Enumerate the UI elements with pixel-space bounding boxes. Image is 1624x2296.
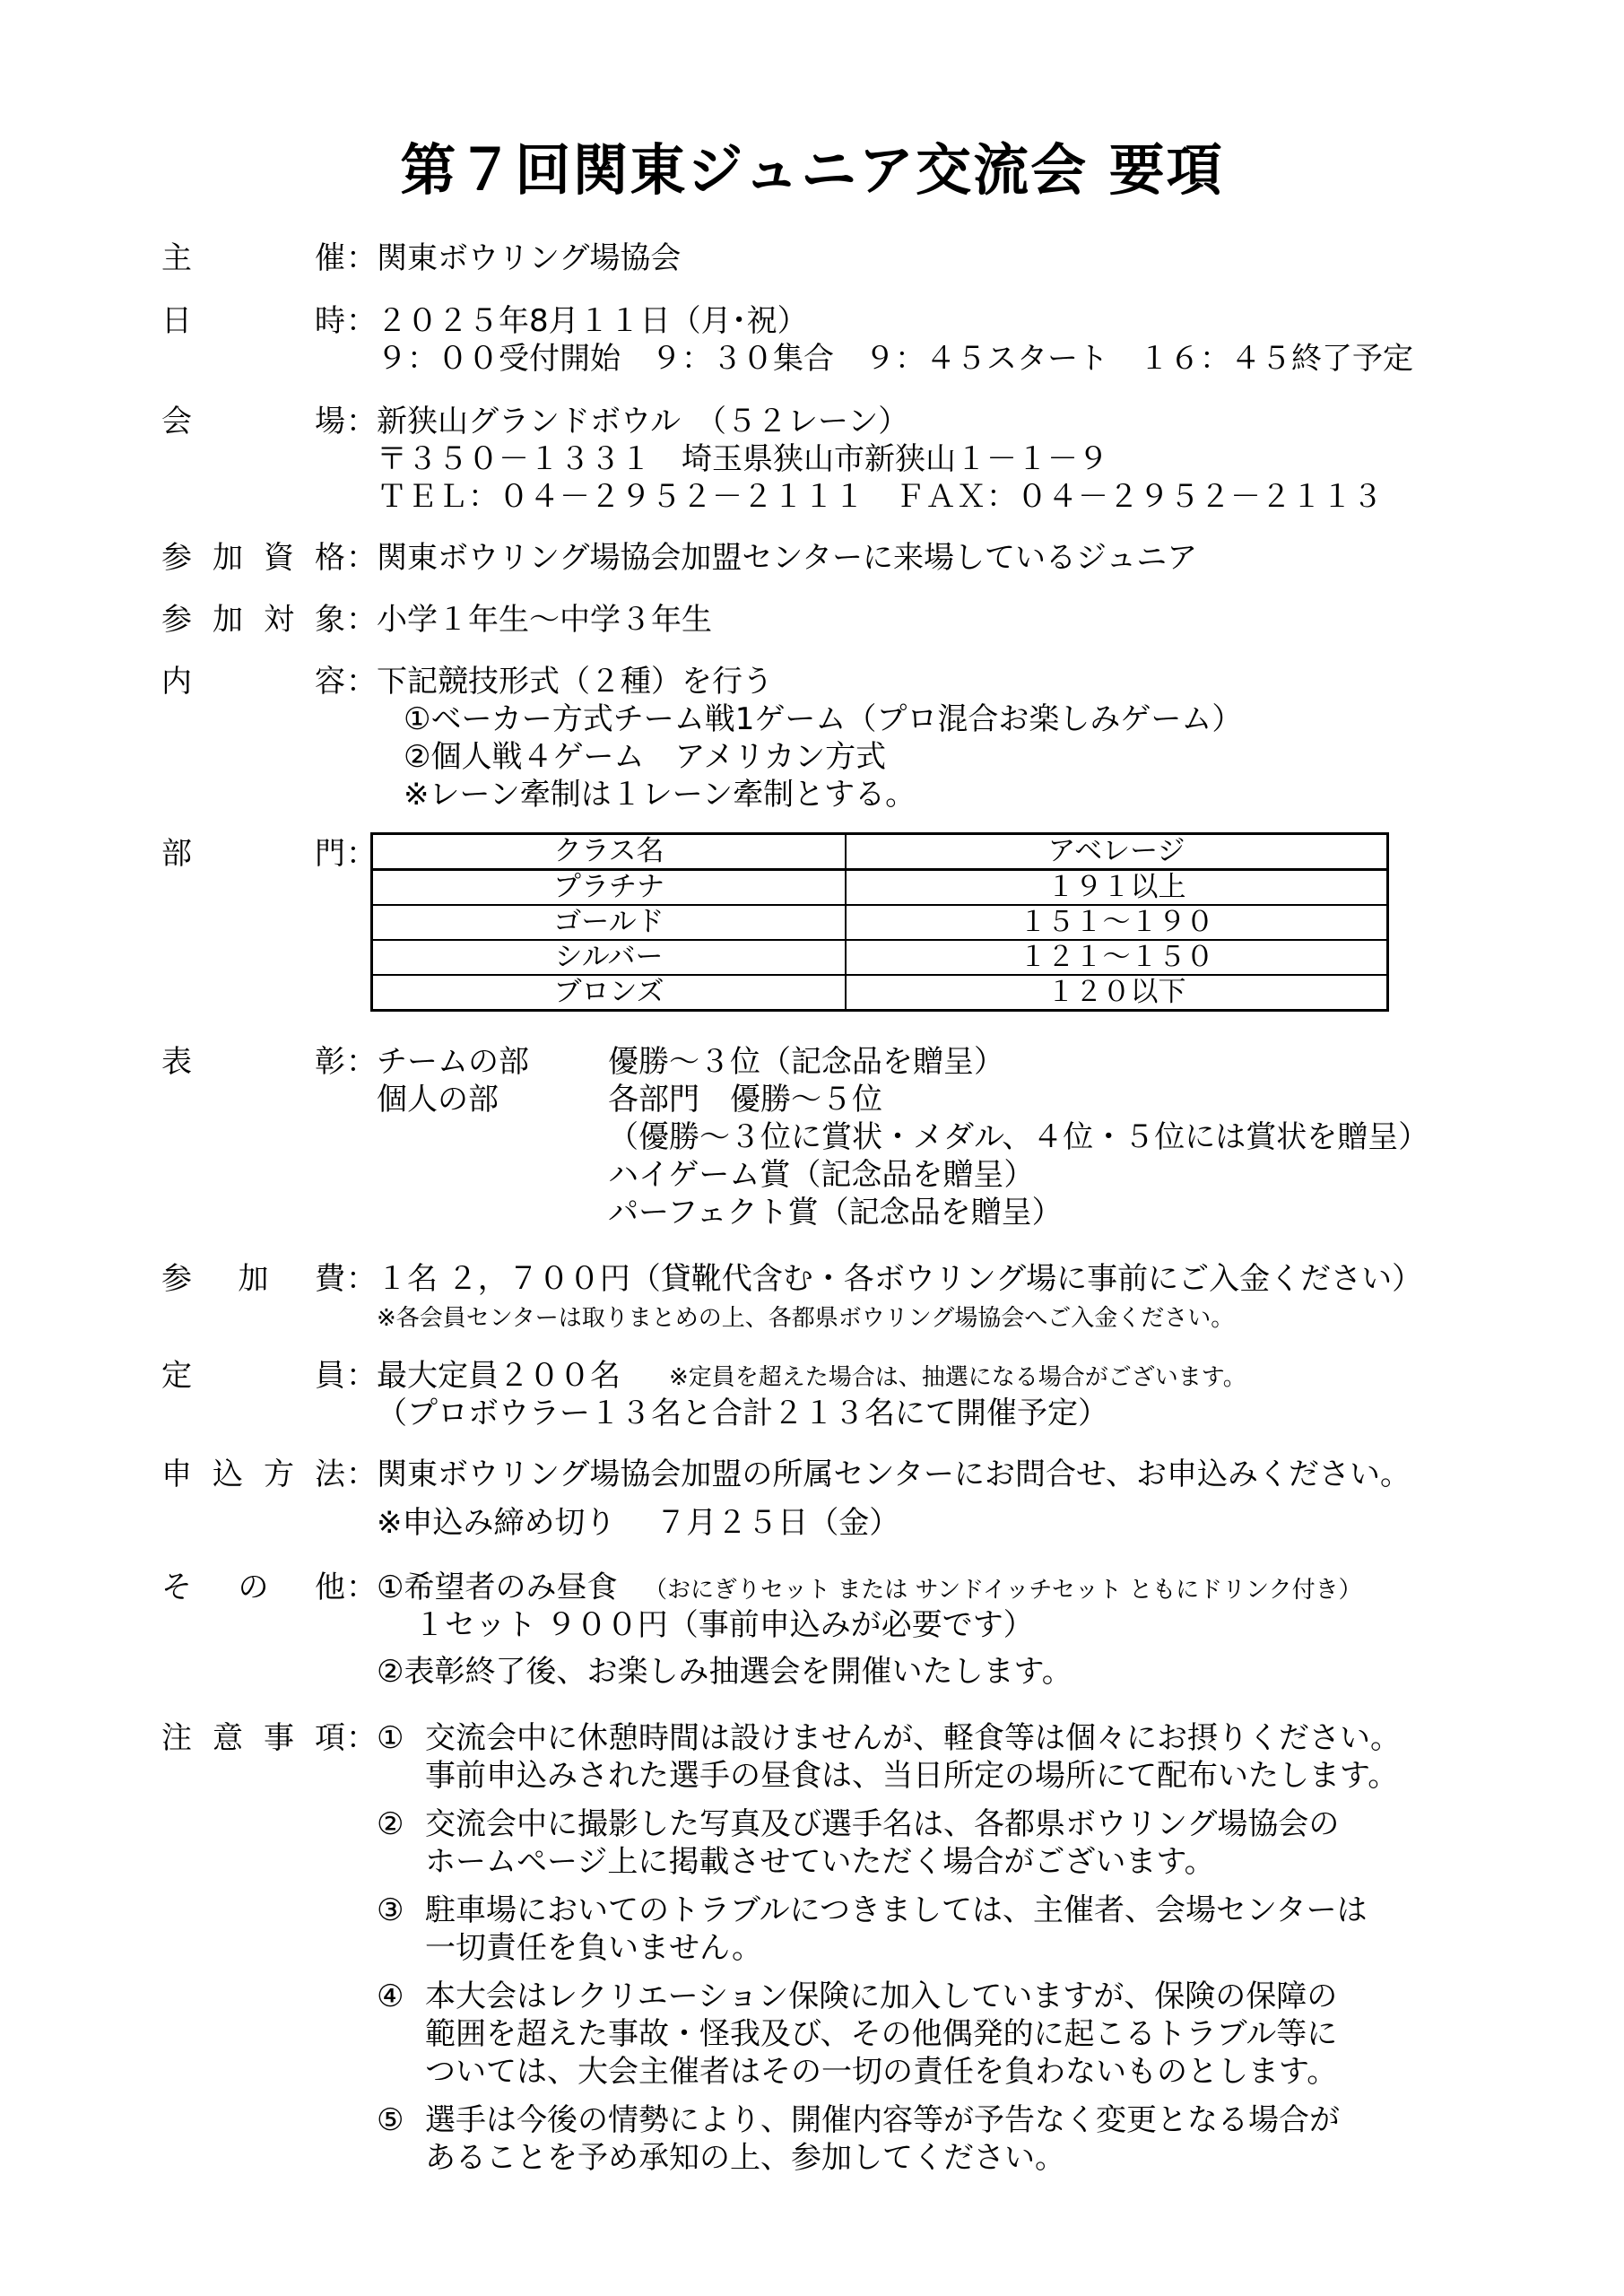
note-line: 駐車場においてのトラブルにつきましては、主催者、会場センターは bbox=[425, 1892, 1368, 1928]
note-line: 選手は今後の情勢により、開催内容等が予告なく変更となる場合が bbox=[425, 2102, 1340, 2138]
venue-label: 会 場 bbox=[161, 404, 345, 439]
note-line: 交流会中に休憩時間は設けませんが、軽食等は個々にお摂りください。 bbox=[425, 1720, 1401, 1756]
colon: ： bbox=[346, 1261, 377, 1297]
datetime-label: 日 時 bbox=[161, 303, 345, 339]
awards-individual-line: ハイゲーム賞（記念品を贈呈） bbox=[608, 1157, 1035, 1193]
awards-individual-line: パーフェクト賞（記念品を贈呈） bbox=[608, 1195, 1063, 1231]
table-cell: ブロンズ bbox=[372, 975, 847, 1011]
document-title: 第７回関東ジュニア交流会 要項 bbox=[400, 137, 1224, 203]
table-cell: １５１～１９０ bbox=[846, 905, 1388, 940]
note-line: 事前申込みされた選手の昼食は、当日所定の場所にて配布いたします。 bbox=[425, 1758, 1399, 1794]
fee-value: １名 ２，７００円（貸靴代含む・各ボウリング場に事前にご入金ください） bbox=[377, 1261, 1423, 1297]
colon: ： bbox=[346, 303, 377, 339]
fee-label: 参 加 費 bbox=[161, 1261, 345, 1297]
other-label: そ の 他 bbox=[161, 1570, 345, 1605]
awards-individual-line: 各部門 優勝～５位 bbox=[608, 1082, 882, 1118]
table-cell: １９１以上 bbox=[846, 870, 1388, 906]
awards-team-label: チームの部 bbox=[377, 1044, 529, 1080]
notes-label: 注 意 事 項 bbox=[161, 1720, 345, 1756]
awards-team-value: 優勝～３位（記念品を贈呈） bbox=[608, 1044, 1004, 1080]
eligibility-label: 参 加 資 格 bbox=[161, 540, 345, 576]
other-lunch-price: １セット ９００円（事前申込みが必要です） bbox=[414, 1607, 1034, 1643]
note-line: ホームページ上に掲載させていただく場合がございます。 bbox=[425, 1844, 1215, 1880]
target-label: 参 加 対 象 bbox=[161, 602, 345, 638]
application-value: 関東ボウリング場協会加盟の所属センターにお問合せ、お申込みください。 bbox=[377, 1457, 1411, 1492]
eligibility-value: 関東ボウリング場協会加盟センターに来場しているジュニア bbox=[377, 540, 1198, 576]
capacity-pro-note: （プロボウラー１３名と合計２１３名にて開催予定） bbox=[377, 1396, 1108, 1431]
colon: ： bbox=[346, 836, 377, 872]
content-line: 下記競技形式（２種）を行う bbox=[377, 664, 773, 700]
organizer-value: 関東ボウリング場協会 bbox=[377, 240, 682, 276]
table-cell: シルバー bbox=[372, 940, 847, 975]
venue-address: 〒３５０－１３３１ 埼玉県狭山市新狭山１－１－９ bbox=[377, 441, 1108, 477]
colon: ： bbox=[346, 1570, 377, 1605]
target-value: 小学１年生～中学３年生 bbox=[377, 602, 712, 638]
organizer-label: 主 催 bbox=[161, 240, 345, 276]
colon: ： bbox=[346, 240, 377, 276]
note-number: ④ bbox=[377, 1979, 404, 2014]
capacity-value: 最大定員２００名 bbox=[377, 1358, 621, 1394]
colon: ： bbox=[346, 540, 377, 576]
table-cell: プラチナ bbox=[372, 870, 847, 906]
capacity-note: ※定員を超えた場合は、抽選になる場合がございます。 bbox=[669, 1364, 1246, 1391]
colon: ： bbox=[346, 1358, 377, 1394]
other-lottery: ②表彰終了後、お楽しみ抽選会を開催いたします。 bbox=[377, 1654, 1073, 1690]
datetime-schedule: ９：００受付開始 ９：３０集合 ９：４５スタート １６：４５終了予定 bbox=[377, 341, 1413, 377]
other-lunch: ①希望者のみ昼食 bbox=[377, 1570, 618, 1605]
table-cell: １２０以下 bbox=[846, 975, 1388, 1011]
datetime-date: ２０２５年8月１１日（月･祝） bbox=[377, 303, 808, 339]
note-line: 本大会はレクリエーション保険に加入していますが、保険の保障の bbox=[425, 1979, 1338, 2014]
application-label: 申 込 方 法 bbox=[161, 1457, 345, 1492]
table-header-cell: アベレージ bbox=[846, 834, 1388, 870]
content-line: ※レーン牽制は１レーン牽制とする。 bbox=[404, 777, 916, 813]
divisions-label: 部 門 bbox=[161, 836, 345, 872]
content-line: ①ベーカー方式チーム戦1ゲーム（プロ混合お楽しみゲーム） bbox=[404, 701, 1243, 737]
venue-name: 新狭山グランドボウル （５２レーン） bbox=[377, 404, 909, 439]
note-line: ついては、大会主催者はその一切の責任を負わないものとします。 bbox=[425, 2054, 1338, 2090]
venue-contact: ＴＥＬ：０４－２９５２－２１１１ ＦＡＸ：０４－２９５２－２１１３ bbox=[377, 479, 1383, 515]
content-label: 内 容 bbox=[161, 664, 345, 700]
table-row bbox=[372, 905, 1388, 940]
table-row bbox=[372, 975, 1388, 1011]
application-deadline: ※申込み締め切り ７月２５日（金） bbox=[377, 1505, 900, 1541]
table-header-row bbox=[372, 834, 1388, 870]
note-line: 交流会中に撮影した写真及び選手名は、各都県ボウリング場協会の bbox=[425, 1806, 1340, 1842]
table-cell: ゴールド bbox=[372, 905, 847, 940]
note-number: ⑤ bbox=[377, 2102, 404, 2138]
awards-individual-label: 個人の部 bbox=[377, 1082, 499, 1118]
colon: ： bbox=[346, 404, 377, 439]
capacity-label: 定 員 bbox=[161, 1358, 345, 1394]
awards-label: 表 彰 bbox=[161, 1044, 345, 1080]
colon: ： bbox=[346, 1044, 377, 1080]
content-line: ②個人戦４ゲーム アメリカン方式 bbox=[404, 739, 887, 775]
table-header-cell: クラス名 bbox=[372, 834, 847, 870]
table-row bbox=[372, 870, 1388, 906]
note-line: あることを予め承知の上、参加してください。 bbox=[425, 2140, 1065, 2176]
colon: ： bbox=[346, 1457, 377, 1492]
note-line: 範囲を超えた事故・怪我及び、その他偶発的に起こるトラブル等に bbox=[425, 2016, 1338, 2052]
other-lunch-note: （おにぎりセット または サンドイッチセット ともにドリンク付き） bbox=[644, 1577, 1362, 1604]
note-line: 一切責任を負いません。 bbox=[425, 1930, 763, 1966]
note-number: ① bbox=[377, 1720, 404, 1756]
colon: ： bbox=[346, 602, 377, 638]
colon: ： bbox=[346, 664, 377, 700]
note-number: ② bbox=[377, 1806, 404, 1842]
table-cell: １２１～１５０ bbox=[846, 940, 1388, 975]
fee-note: ※各会員センターは取りまとめの上、各都県ボウリング場協会へご入金ください。 bbox=[377, 1305, 1235, 1332]
awards-individual-line: （優勝～３位に賞状・メダル、４位・５位には賞状を贈呈） bbox=[608, 1119, 1429, 1155]
note-number: ③ bbox=[377, 1892, 404, 1928]
table-row bbox=[372, 940, 1388, 975]
colon: ： bbox=[346, 1720, 377, 1756]
division-table bbox=[370, 832, 1389, 1012]
